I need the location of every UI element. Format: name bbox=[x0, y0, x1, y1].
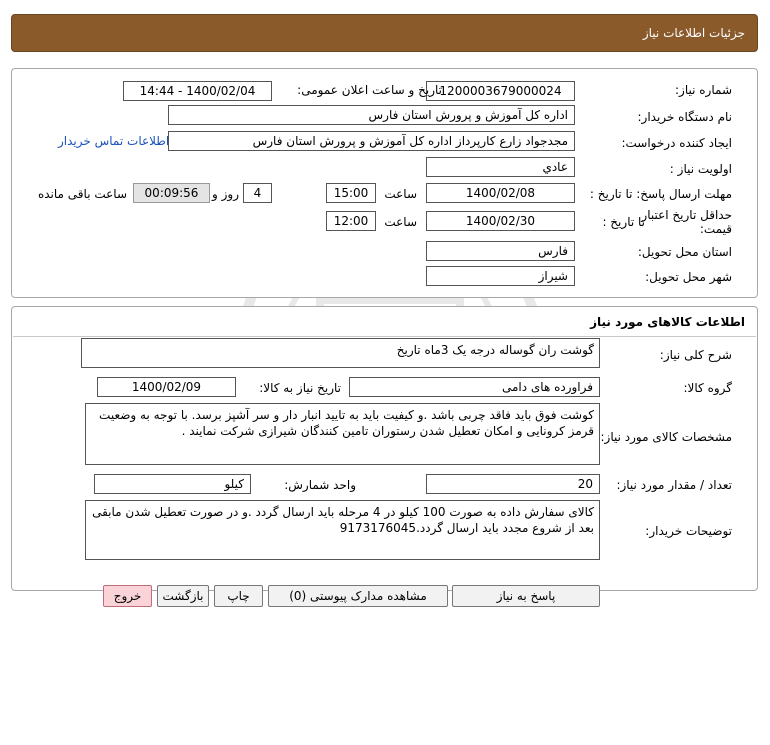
buyer-org-field: اداره کل آموزش و پرورش استان فارس bbox=[168, 105, 575, 125]
announce-field: 1400/02/04 - 14:44 bbox=[123, 81, 272, 101]
validity-until-label: تا تاریخ : bbox=[602, 215, 645, 229]
goods-group-field: فراورده های دامی bbox=[349, 377, 600, 397]
need-date-label: تاریخ نیاز به کالا: bbox=[259, 381, 341, 395]
specs-label: مشخصات کالای مورد نیاز: bbox=[600, 430, 732, 444]
back-button[interactable]: بازگشت bbox=[157, 585, 209, 607]
specs-field: کوشت فوق باید فاقد چربی باشد .و کیفیت باید به تایید انبار دار و سر آشپز برسد. با توجه به وضعیت قرمز کرونایی و امکان تعطیل شدن رستوران تامین کنندگان شیرازی شرکت نمایند . bbox=[85, 403, 600, 465]
creator-label: ایجاد کننده درخواست: bbox=[621, 136, 732, 150]
remaining-time-field: 00:09:56 bbox=[133, 183, 210, 203]
delivery-city-field: شیراز bbox=[426, 266, 575, 286]
delivery-province-field: فارس bbox=[426, 241, 575, 261]
reply-date-field: 1400/02/08 bbox=[426, 183, 575, 203]
remaining-label: ساعت باقی مانده bbox=[37, 187, 127, 201]
reply-deadline-label: مهلت ارسال پاسخ: تا تاریخ : bbox=[589, 187, 732, 201]
creator-field: مجدجواد زارع کارپرداز اداره کل آموزش و پرورش استان فارس bbox=[168, 131, 575, 151]
days-field: 4 bbox=[243, 183, 272, 203]
price-validity-label: حداقل تاریخ اعتبار bbox=[641, 208, 732, 222]
price-validity-label-2: قیمت: bbox=[699, 222, 732, 236]
page-title: جزئیات اطلاعات نیاز bbox=[642, 26, 745, 40]
exit-button[interactable]: خروج bbox=[103, 585, 152, 607]
reply-button[interactable]: پاسخ به نیاز bbox=[452, 585, 600, 607]
general-desc-field: گوشت ران گوساله درجه یک 3ماه تاریخ bbox=[81, 338, 600, 368]
need-info-panel bbox=[11, 68, 758, 298]
delivery-province-label: استان محل تحویل: bbox=[637, 245, 732, 259]
days-label: روز و bbox=[212, 187, 239, 201]
buyer-notes-field: کالای سفارش داده به صورت 100 کیلو در 4 مرحله باید ارسال گردد .و در صورت تعطیل شدن مابقی بعد از شروع مجدد باید ارسال گردد.9173176045 bbox=[85, 500, 600, 560]
delivery-city-label: شهر محل تحویل: bbox=[645, 270, 732, 284]
validity-time-field: 12:00 bbox=[326, 211, 376, 231]
announce-label: تاریخ و ساعت اعلان عمومی: bbox=[297, 83, 442, 97]
buyer-org-label: نام دستگاه خریدار: bbox=[637, 110, 732, 124]
section-divider bbox=[13, 336, 756, 337]
buyer-notes-label: توضیحات خریدار: bbox=[645, 524, 732, 538]
goods-section-title: اطلاعات کالاهای مورد نیاز bbox=[590, 315, 745, 329]
attachments-button[interactable]: مشاهده مدارک پیوستی (0) bbox=[268, 585, 448, 607]
priority-field: عادي bbox=[426, 157, 575, 177]
quantity-field: 20 bbox=[426, 474, 600, 494]
general-desc-label: شرح کلی نیاز: bbox=[659, 348, 732, 362]
buyer-contact-link[interactable]: اطلاعات تماس خریدار bbox=[58, 134, 170, 148]
goods-group-label: گروه کالا: bbox=[683, 381, 732, 395]
page-header bbox=[11, 14, 758, 52]
unit-label: واحد شمارش: bbox=[284, 478, 356, 492]
validity-date-field: 1400/02/30 bbox=[426, 211, 575, 231]
priority-label: اولویت نیاز : bbox=[669, 162, 732, 176]
unit-field: کیلو bbox=[94, 474, 251, 494]
need-number-field: 1200003679000024 bbox=[426, 81, 575, 101]
reply-time-label: ساعت bbox=[384, 187, 417, 201]
need-number-label: شماره نیاز: bbox=[675, 83, 732, 97]
quantity-label: تعداد / مقدار مورد نیاز: bbox=[616, 478, 732, 492]
print-button[interactable]: چاپ bbox=[214, 585, 263, 607]
reply-time-field: 15:00 bbox=[326, 183, 376, 203]
need-date-field: 1400/02/09 bbox=[97, 377, 236, 397]
validity-time-label: ساعت bbox=[384, 215, 417, 229]
